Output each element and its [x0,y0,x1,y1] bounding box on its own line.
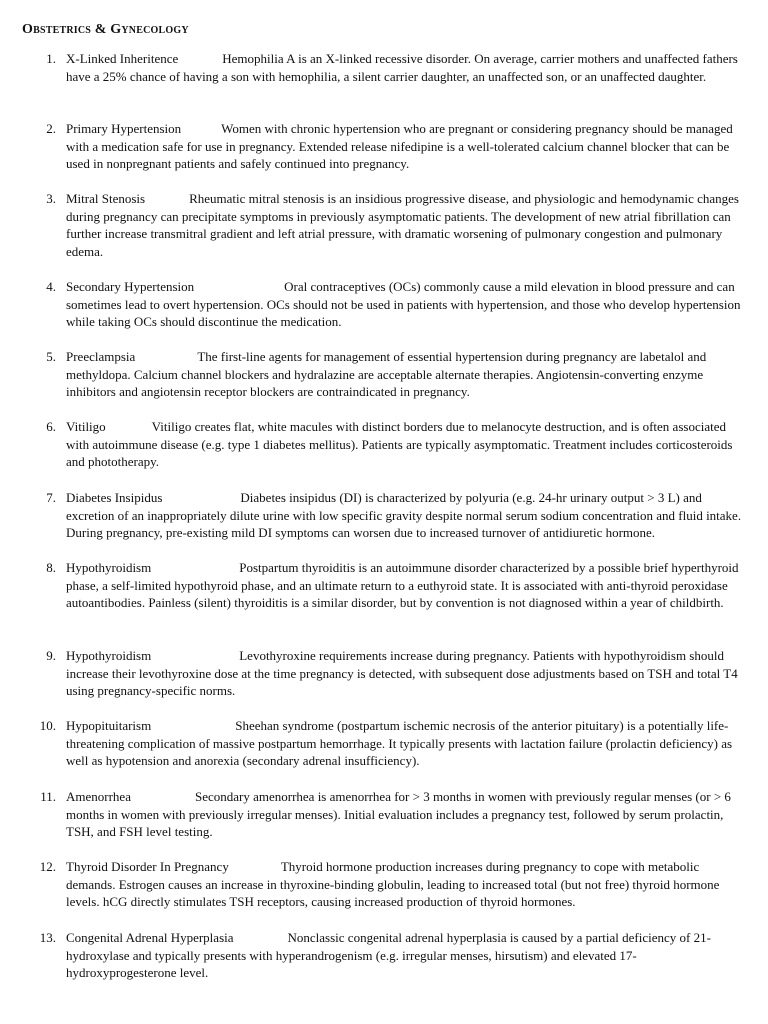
item-text: Secondary amenorrhea is amenorrhea for > 3 months in women with previously regular menses (or > 6 months in women with previously irregular menses). Initial evaluation includes a pregnancy test, followed by serum prolactin, TSH, and FSH level testing. [66,789,731,839]
item-text: Vitiligo creates flat, white macules with distinct borders due to melanocyte destruction, and is often associated with autoimmune disease (e.g. type 1 diabetes mellitus). Patients are typically asymptomatic. Treatment includes corticosteroids and phototherapy. [66,419,733,469]
item-topic: Secondary Hypertension [66,279,195,294]
item-number: 9. [46,648,56,663]
item-number: 7. [46,490,56,505]
item-topic: Preeclampsia [66,349,136,364]
item-topic: Primary Hypertension [66,121,182,136]
item-number: 12. [39,859,56,874]
item-topic: Mitral Stenosis [66,191,146,206]
item-topic: Amenorrhea [66,789,131,804]
item-topic: Hypothyroidism [66,648,152,663]
item-text: Levothyroxine requirements increase during pregnancy. Patients with hypothyroidism should increase their levothyroxine dose at the time pregnancy is detected, with subsequent dose adjustments based on TSH and total T4 using pregnancy-specific norms. [66,648,738,698]
item-text: Nonclassic congenital adrenal hyperplasia is caused by a partial deficiency of 21-hydroxylase and typically presents with hyperandrogenism (e.g. irregular menses, hirsutism) and elevated 17-hydroxyprogesterone level. [66,930,711,980]
item-text: Thyroid hormone production increases during pregnancy to cope with metabolic demands. Estrogen causes an increase in thyroxine-binding globulin, leading to increased total (but not free) thyroid hormone levels. hCG directly stimulates TSH receptors, causing increased production of thyroid hormones. [66,859,720,909]
item-number: 6. [46,419,56,434]
item-number: 3. [46,191,56,206]
item-topic: Thyroid Disorder In Pregnancy [66,859,229,874]
item-text: Sheehan syndrome (postpartum ischemic necrosis of the anterior pituitary) is a potentially life-threatening complication of massive postpartum hemorrhage. It typically presents with lactation failure (prolactin deficiency) as well as hypotension and anorexia (secondary adrenal insufficiency). [66,718,733,768]
item-topic: Hypothyroidism [66,560,152,575]
item-number: 5. [46,349,56,364]
item-topic: Vitiligo [66,419,106,434]
page-title: Obstetrics & Gynecology [22,22,189,37]
item-text: Hemophilia A is an X-linked recessive disorder. On average, carrier mothers and unaffected fathers have a 25% chance of having a son with hemophilia, a silent carrier daughter, an unaffected son, or an unaffected daughter. [66,51,738,84]
item-topic: X-Linked Inheritence [66,51,179,66]
item-text: Diabetes insipidus (DI) is characterized by polyuria (e.g. 24-hr urinary output > 3 L) and excretion of an inappropriately dilute urine with low specific gravity despite normal serum sodium concentration and fluid intake. During pregnancy, pre-existing mild DI symptoms can worsen due to increased turnover of antidiuretic hormone. [66,490,742,540]
item-number: 1. [46,51,56,66]
item-text: The first-line agents for management of essential hypertension during pregnancy are labetalol and methyldopa. Calcium channel blockers and hydralazine are acceptable alternate therapies. Angiotensin-converting enzyme inhibitors and angiotensin receptor blockers are contraindicated in pregnancy. [66,349,707,399]
item-number: 8. [46,560,56,575]
item-number: 13. [39,930,56,945]
item-text: Oral contraceptives (OCs) commonly cause a mild elevation in blood pressure and can sometimes lead to overt hypertension. OCs should not be used in patients with hypertension, and those who develop hypertension while taking OCs should discontinue the medication. [66,279,741,329]
item-number: 10. [39,718,56,733]
item-text: Women with chronic hypertension who are pregnant or considering pregnancy should be managed with a medication safe for use in pregnancy. Extended release nifedipine is a well-tolerated calcium channel blocker that can be used in nonpregnant patients and safely continued into pregnancy. [66,121,733,171]
item-topic: Congenital Adrenal Hyperplasia [66,930,234,945]
item-number: 11. [40,789,56,804]
item-topic: Hypopituitarism [66,718,152,733]
item-text: Rheumatic mitral stenosis is an insidious progressive disease, and physiologic and hemodynamic changes during pregnancy can precipitate symptoms in previously asymptomatic patients. The development of new atrial fibrillation can further increase transmitral gradient and left atrial pressure, with dramatic worsening of pulmonary congestion and pulmonary edema. [66,191,739,259]
item-number: 2. [46,121,56,136]
item-number: 4. [46,279,56,294]
item-text: Postpartum thyroiditis is an autoimmune disorder characterized by a possible brief hyperthyroid phase, a self-limited hypothyroid phase, and an ultimate return to a euthyroid state. It is associated with anti-thyroid peroxidase autoantibodies. Painless (silent) thyroiditis is a similar disorder, but by convention is not diagnosed within a year of childbirth. [66,560,739,610]
item-topic: Diabetes Insipidus [66,490,163,505]
